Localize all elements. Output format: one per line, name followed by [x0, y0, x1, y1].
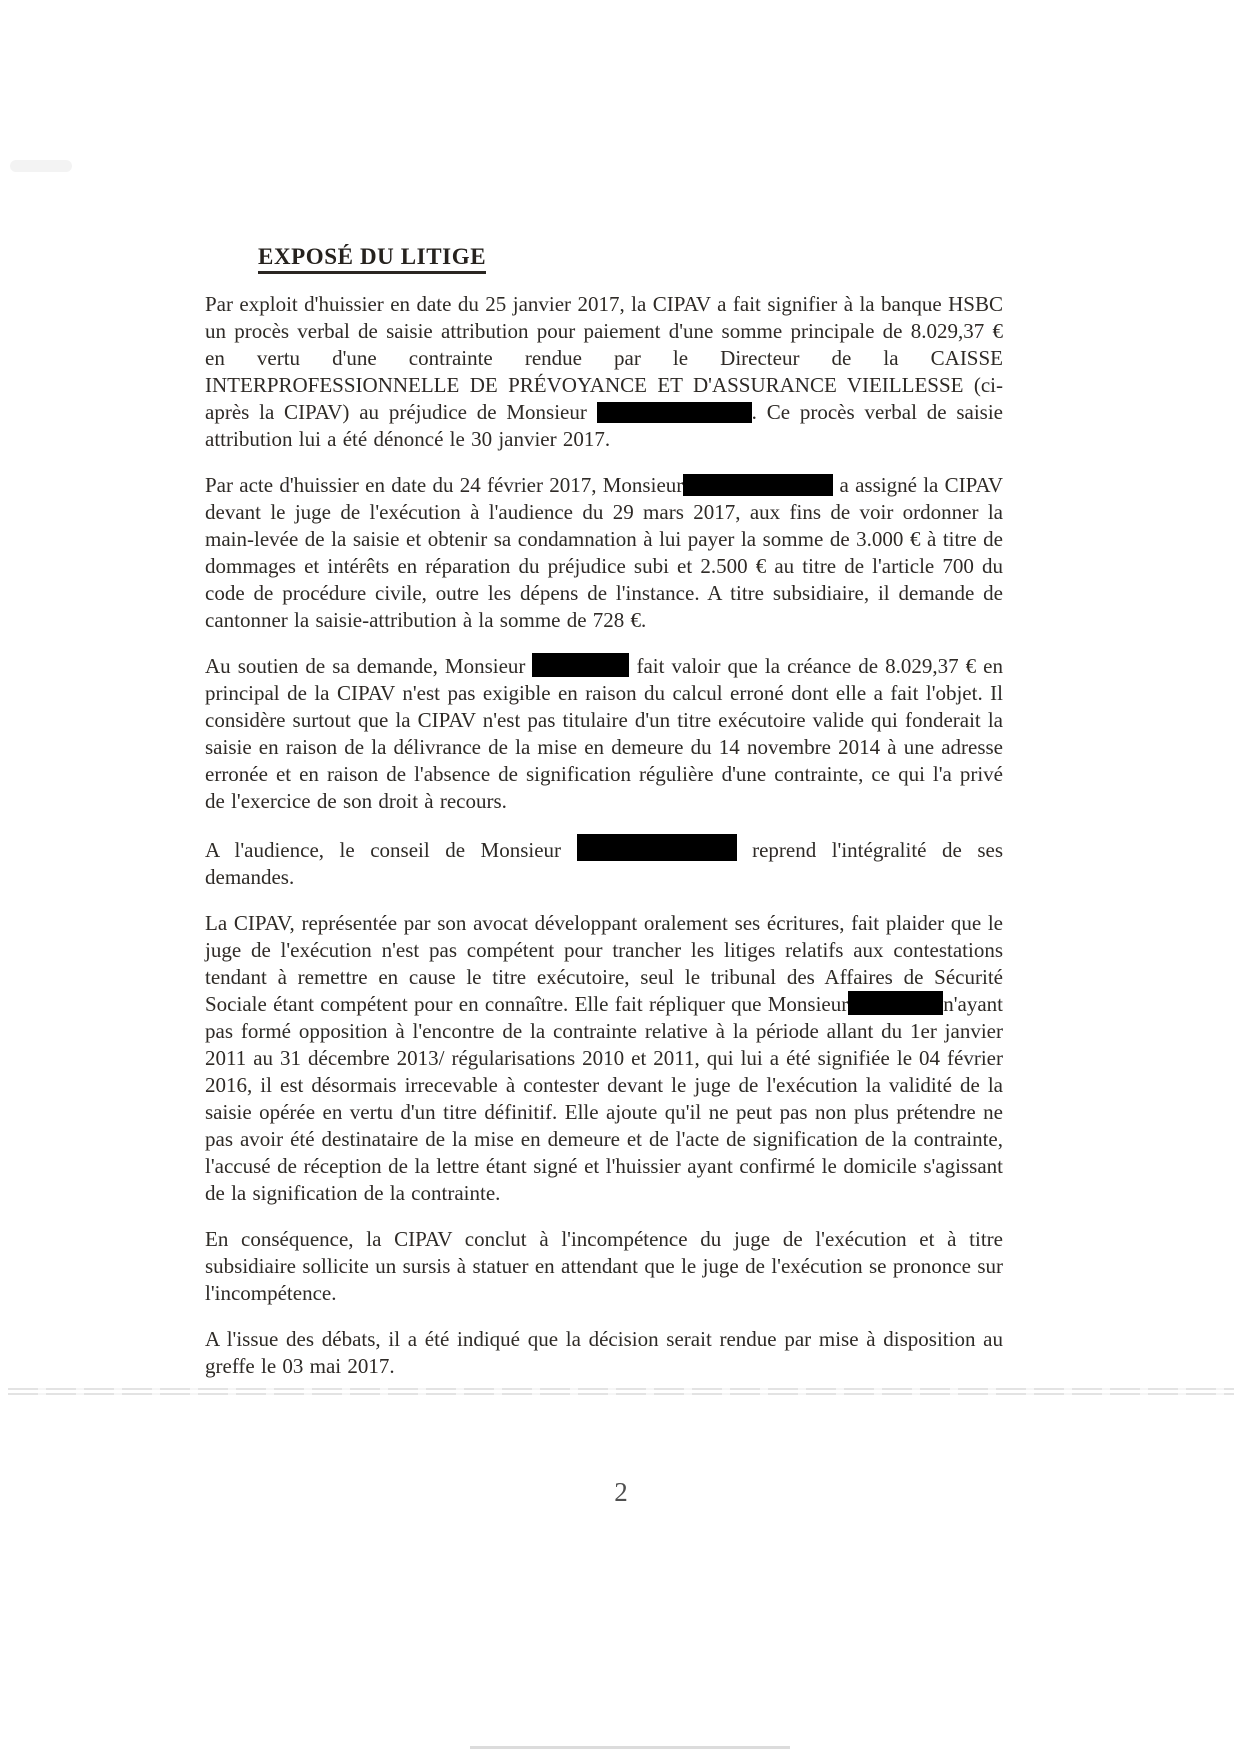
paragraph — [205, 910, 1003, 1207]
text-run: La CIPAV, représentée par son avocat développant oralement ses écritures, fait plaider que le juge de l'exécution n'est pas compétent pour trancher les litiges relatifs aux contestations tendant à remettre en cause le titre exécutoire, seul le tribunal des Affaires de Sécurité Sociale étant compétent pour en connaître. Elle fait répliquer que Monsieur — [205, 911, 1003, 1016]
page-number: 2 — [614, 1477, 628, 1507]
text-run: Par acte d'huissier en date du 24 février 2017, Monsieur — [205, 473, 684, 497]
scan-smudge — [10, 160, 72, 172]
separator-dash-row — [8, 1388, 1234, 1390]
paragraph — [205, 1326, 1003, 1380]
paragraph — [205, 472, 1003, 634]
paragraph — [205, 1226, 1003, 1307]
scan-smudge — [470, 1746, 790, 1749]
text-run: A l'issue des débats, il a été indiqué que la décision serait rendue par mise à disposition au greffe le 03 mai 2017. — [205, 1327, 1003, 1378]
text-run: En conséquence, la CIPAV conclut à l'incompétence du juge de l'exécution et à titre subsidiaire sollicite un sursis à statuer en attendant que le juge de l'exécution se prononce sur l'incompétence. — [205, 1227, 1003, 1305]
text-run: reprend l'intégralité de ses demandes. — [205, 838, 1003, 889]
text-run: . Ce procès verbal de saisie attribution lui a été dénoncé le 30 janvier 2017. — [205, 400, 1003, 451]
paragraphs — [205, 291, 1003, 1380]
section-heading — [258, 243, 1003, 270]
text-run: A l'audience, le conseil de Monsieur — [205, 838, 577, 862]
redaction-box — [848, 991, 943, 1015]
text-run: fait valoir que la créance de 8.029,37 € en principal de la CIPAV n'est pas exigible en raison du calcul erroné dont elle a fait l'objet. Il considère surtout que la CIPAV n'est pas titulaire d'un titre exécutoire valide qui fonderait la saisie en raison de la délivrance de la mise en demeure du 14 novembre 2014 à une adresse erronée et en raison de l'absence de signification régulière d'une contrainte, ce qui l'a privé de l'exercice de son droit à recours. — [205, 654, 1003, 813]
separator-dash-row — [8, 1393, 1234, 1395]
paragraph — [205, 291, 1003, 453]
redaction-box — [597, 402, 752, 423]
text-run: Au soutien de sa demande, Monsieur — [205, 654, 533, 678]
paragraph — [205, 834, 1003, 891]
redaction-box — [532, 653, 629, 677]
section-heading-text: EXPOSÉ DU LITIGE — [258, 244, 486, 274]
text-run: n'ayant pas formé opposition à l'encontre de la contrainte relative à la période allant du 1er janvier 2011 au 31 décembre 2013/ régularisations 2010 et 2011, qui lui a été signifiée le 04 février 2016, il est désormais irrecevable à contester devant le juge de l'exécution la validité de la saisie opérée en vertu d'un titre définitif. Elle ajoute qu'il ne peut pas non plus prétendre ne pas avoir été destinataire de la mise en demeure et de l'acte de signification de la contrainte, l'accusé de réception de la lettre étant signé et l'huissier ayant confirmé le domicile s'agissant de la signification de la contrainte. — [205, 992, 1003, 1205]
text-run: a assigné la CIPAV devant le juge de l'exécution à l'audience du 29 mars 2017, aux fins de voir ordonner la main-levée de la saisie et obtenir sa condamnation à lui payer la somme de 3.000 € à titre de dommages et intérêts en réparation du préjudice subi et 2.500 € au titre de l'article 700 du code de procédure civile, outre les dépens de l'instance. A titre subsidiaire, il demande de cantonner la saisie-attribution à la somme de 728 €. — [205, 473, 1003, 632]
redaction-box — [683, 474, 833, 496]
paragraph — [205, 653, 1003, 815]
separator-line — [8, 1388, 1234, 1396]
redaction-box — [577, 834, 737, 861]
text-block — [205, 243, 1003, 1399]
text-run: Par exploit d'huissier en date du 25 janvier 2017, la CIPAV a fait signifier à la banque HSBC un procès verbal de saisie attribution pour paiement d'une somme principale de 8.029,37 € en vertu d'une contrainte rendue par le Directeur de la CAISSE INTERPROFESSIONNELLE DE PRÉVOYANCE ET D'ASSURANCE VIEILLESSE (ci-après la CIPAV) au préjudice de Monsieur — [205, 292, 1003, 424]
